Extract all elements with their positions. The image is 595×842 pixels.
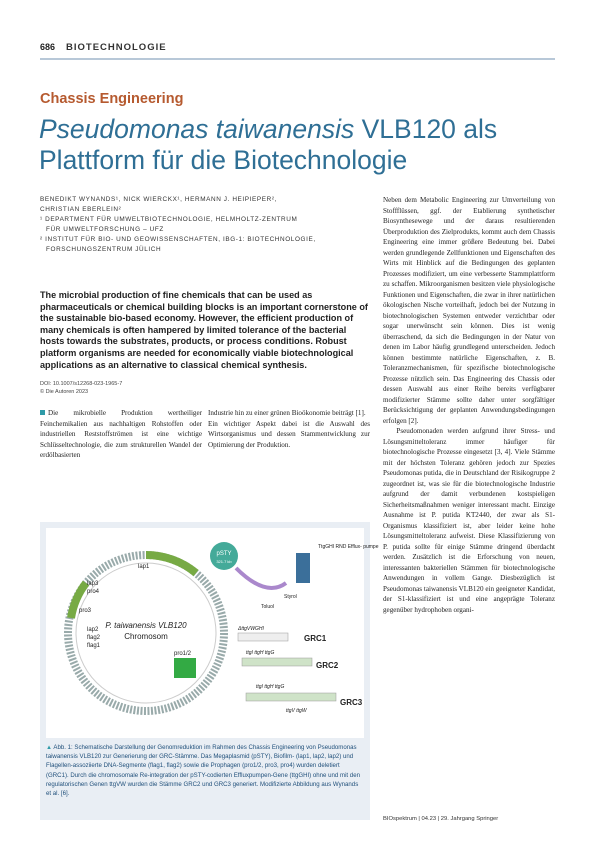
- efflux-pump-shape: [296, 553, 310, 583]
- styrol-label: Styrol: [284, 594, 297, 600]
- segment-pro4: pro4: [87, 589, 100, 595]
- body-col3-para2: Pseudomonaden werden aufgrund ihrer Stress- und Lösungsmitteltoleranz immer häufiger für biotechnologische Prozesse eingesetzt [3, 4]. Viele Stämme mit der höchsten Toleranz gehören jedoch zur Spezies Pseudomonas putida, die in Deutschland der Risikogruppe 2 zugeordnet ist, was sie für die biotechnologische Industrie aufgrund der damit verbundenen kostspieligen Sicherheitsmaßnahmen weniger interessant macht. Einzige Ausnahme ist P. putida KT2440, der zwar als S1-Organismus klassifiziert ist, aber leider keine hohe Lösungsmitteltoleranz aufweist. Diese Klassifizierung von P. putida sollte für einige Stämme dringend überdacht werden. Zusätzlich ist die Erforschung von neuen, interessanten bakteriellen Stämmen für biotechnologische Anwendungen in vollem Gange. Diesbezüglich ist Pseudomonas taiwanensis VLB120 ein geeigneter Kandidat, der S1-klassifiziert ist und eine angeprägte Toleranz gegenüber hydrophoben organi-: [383, 427, 557, 614]
- segment-pro3: pro3: [79, 608, 92, 614]
- genome-figure: [46, 528, 379, 738]
- toluol-label: Toluol: [261, 604, 275, 610]
- pump-label: TtgGHI RND Efflux- pumpe: [318, 544, 379, 550]
- plasmid-size: 321.7 kb: [216, 559, 232, 564]
- header-divider: [40, 58, 555, 60]
- segment-lap3: lap3: [87, 581, 99, 587]
- body-col1-text: Die mikrobielle Produktion wertheiliger Feinchemikalien aus nachhaltigen Rohstoffen oder industriellen Reststoffströmen ist eine wichtige Schlüsseltechnologie, die zum strukturellen Wandel der erdölbasierten: [40, 409, 202, 459]
- segment-flag1: flag1: [87, 643, 101, 649]
- pro12-segment: [174, 658, 196, 678]
- page-number: 686: [40, 42, 56, 52]
- article-title: [39, 114, 559, 176]
- grc3-label: GRC3: [340, 698, 363, 707]
- caption-triangle-icon: ▲: [46, 744, 53, 751]
- figure-caption: [46, 743, 364, 798]
- grc3-genes: ttgI ttgH ttgG: [256, 684, 285, 690]
- body-col3-para1: Neben dem Metabolic Engineering zur Umverteilung von Stoffflüssen, ggf. der Etablierung synthetischer Biosynthesewege und der daraus resultierenden Überproduktion des Zielprodukts, kommt auch dem Chassis Engineering eine immer größere Bedeutung bei. Dabei werden grundlegende Zellfunktionen und Eigenschaften des Wirts mit Hinblick auf die Bedingungen des geplanten Prozesses modifiziert, um eine verbesserte Stammplattform zu schaffen. Mikroorganismen besitzen viele physiologische Funktionen und Eigenschaften, die zwar in ihrer natürlichen ökologischen Nische vorteilhaft, jedoch bei der Nutzung in biotechnologischen Systemen entweder verzichtbar oder sogar unerwünscht sein können. Dies ist wenig überraschend, da sich die Bedingungen in der Natur von denen im Labor häufig grundlegend unterscheiden. Jedoch können bestimmte natürliche Eigenschaften, z. B. Toleranzmechanismen, für spezifische biotechnologische Prozesse nützlich sein. Das Engineering des Chassis oder dessen Auswahl aus einer Reihe bereits verfügbarer modifizierter Stämme sollte daher unter sorgfältiger Berücksichtigung der geplanten Anwendungsbedingungen erfolgen [2].: [383, 196, 555, 425]
- segment-pro12: pro1/2: [174, 651, 192, 657]
- authors-line1: BENEDIKT WYNANDS¹, NICK WIERCKX¹, HERMANN J. HEIPIEPER²,: [40, 196, 277, 203]
- title-line2: Plattform für die Biotechnologie: [39, 145, 408, 175]
- doi: DOI: 10.1007/s12268-023-1965-7: [40, 381, 123, 387]
- chromosome-label-1: P. taiwanensis VLB120: [105, 621, 187, 630]
- grc1-label: GRC1: [304, 634, 327, 643]
- section-header: BIOTECHNOLOGIE: [66, 42, 167, 53]
- segment-flag2: flag2: [87, 635, 101, 641]
- affiliation-1-line1: ¹ DEPARTMENT FÜR UMWELTBIOTECHNOLOGIE, HELMHOLTZ-ZENTRUM: [40, 216, 298, 223]
- start-marker-icon: [40, 410, 45, 415]
- affiliation-2-line2: FORSCHUNGSZENTRUM JÜLICH: [46, 246, 162, 253]
- article-kicker: Chassis Engineering: [40, 91, 184, 107]
- copyright: © Die Autoren 2023: [40, 389, 89, 395]
- caption-text: Abb. 1: Schematische Darstellung der Genomreduktion im Rahmen des Chassis Engineering von Pseudomonas taiwanensis VLB120 zur Generierung der GRC-Stämme. Das Megaplasmid (pSTY), Biofilm- (lap1, lap2, lap2) und Flagellen-assoziierte DNA-Segmente (flag1, flag2) sowie die Prophagen (pro1/2, pro3, pro4) wurden deletiert (GRC1). Durch die chromosomale Re-integration der pSTY-codierten Effluxpumpen-Gene (ttgGHI) ohne und mit den regulatorischen Genen ttgVW wurden die Stämme GRC2 und GRC3 generiert. Modifizierte Abbildung aus Wynands et al. [6].: [46, 744, 360, 798]
- affiliation-1-line2: FÜR UMWELTFORSCHUNG – UFZ: [46, 226, 164, 233]
- abstract: The microbial production of fine chemicals that can be used as pharmaceuticals or chemical building blocks is an important cornerstone of the sustainable bio-based economy. However, the efficient production of many chemicals is often hampered by limited tolerance of the bacterial hosts towards the substrates, products, or process conditions. Robust platform organisms are needed for economically viable biotechnological applications as an alternative to classical chemical synthesis.: [40, 290, 368, 370]
- gene-deletion-label: ΔttgVWGHI: [238, 626, 264, 632]
- grc2-locus: [242, 658, 312, 666]
- body-column-2: Industrie hin zu einer grünen Bioökonomie beiträgt [1]. Ein wichtiger Aspekt dabei ist die Auswahl des Wirtsorganismus und dessen Stammentwicklung zur Optimierung der Produktion.: [208, 409, 370, 449]
- affiliation-2-line1: ² INSTITUT FÜR BIO- UND GEOWISSENSCHAFTEN, IBG-1: BIOTECHNOLOGIE,: [40, 236, 316, 243]
- grc2-genes: ttgI ttgH ttgG: [246, 650, 275, 656]
- plasmid-label: pSTY: [216, 551, 232, 557]
- body-column-1: [40, 408, 202, 461]
- title-rest: VLB120 als: [354, 114, 498, 144]
- authors: [40, 195, 365, 255]
- ttgvw-label: ttgV ttgW: [286, 708, 307, 714]
- chromosome-label-2: Chromosom: [124, 632, 168, 641]
- figure-panel: [46, 528, 379, 738]
- grc1-locus: [238, 633, 288, 641]
- segment-lap1: lap1: [138, 564, 150, 570]
- title-species: Pseudomonas taiwanensis: [39, 114, 355, 144]
- body-column-3: [383, 195, 555, 615]
- deleted-segment-arc: [146, 555, 196, 573]
- authors-line2: CHRISTIAN EBERLEIN²: [40, 206, 122, 213]
- segment-lap2: lap2: [87, 627, 99, 633]
- plasmid-arrow: [236, 568, 286, 588]
- grc3-locus: [246, 693, 336, 701]
- grc2-label: GRC2: [316, 661, 339, 670]
- page-footer: BIOspektrum | 04.23 | 29. Jahrgang Springer: [383, 816, 499, 822]
